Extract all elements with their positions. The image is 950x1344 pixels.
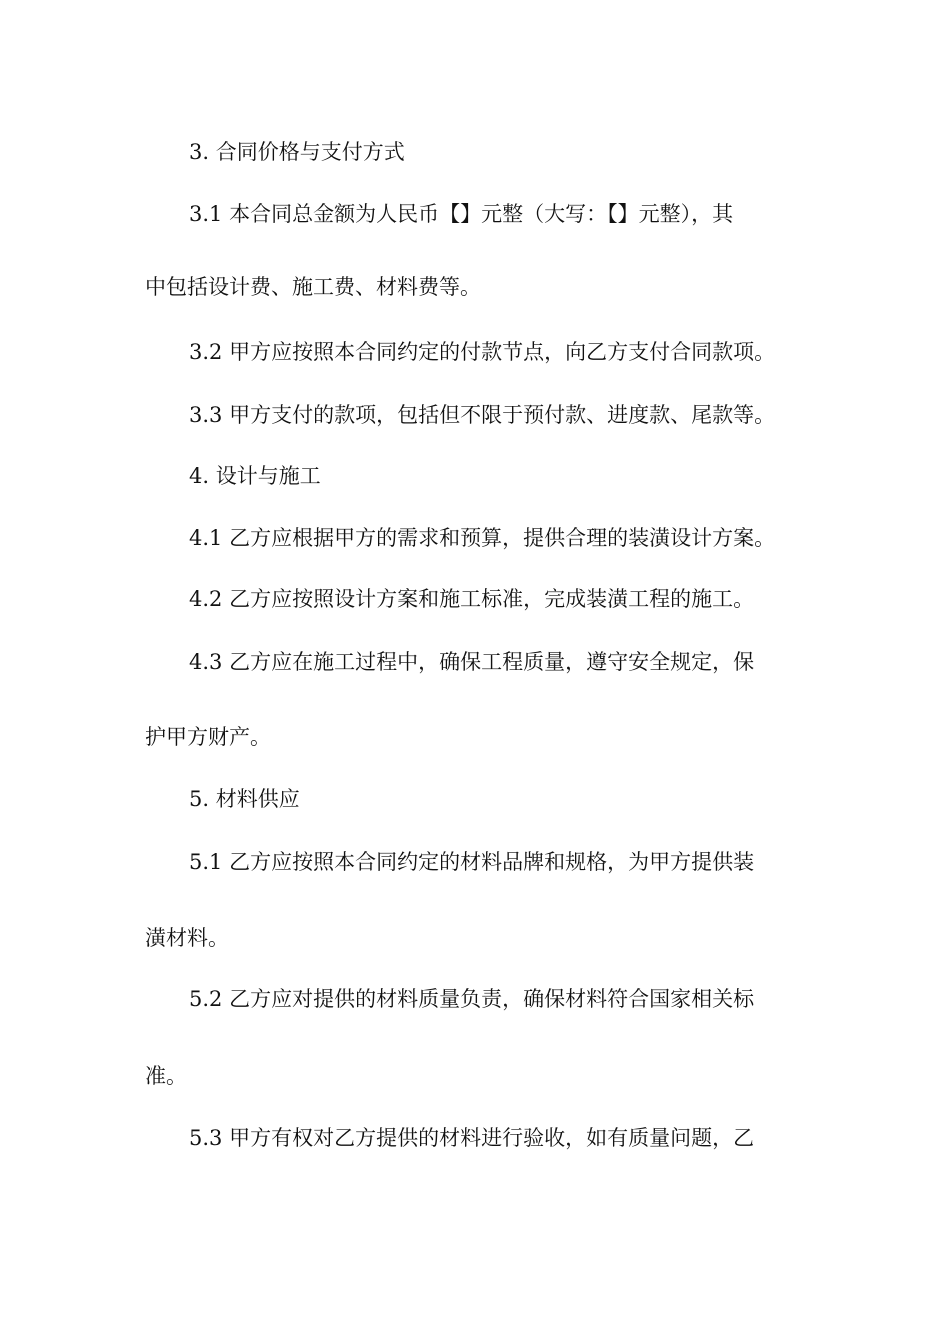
clause-5-1: 5.1 乙方应按照本合同约定的材料品牌和规格，为甲方提供装 bbox=[189, 850, 755, 874]
clause-5-1-continued: 潢材料。 bbox=[145, 926, 229, 950]
clause-4-1: 4.1 乙方应根据甲方的需求和预算，提供合理的装潢设计方案。 bbox=[189, 526, 776, 550]
clause-3-2: 3.2 甲方应按照本合同约定的付款节点，向乙方支付合同款项。 bbox=[189, 340, 776, 364]
clause-3-3: 3.3 甲方支付的款项，包括但不限于预付款、进度款、尾款等。 bbox=[189, 403, 776, 427]
clause-4-2: 4.2 乙方应按照设计方案和施工标准，完成装潢工程的施工。 bbox=[189, 587, 755, 611]
clause-5-3: 5.3 甲方有权对乙方提供的材料进行验收，如有质量问题，乙 bbox=[189, 1126, 755, 1150]
clause-3-1: 3.1 本合同总金额为人民币【】元整（大写：【】元整），其 bbox=[189, 202, 734, 226]
clause-4-3-continued: 护甲方财产。 bbox=[145, 725, 271, 749]
clause-5-2: 5.2 乙方应对提供的材料质量负责，确保材料符合国家相关标 bbox=[189, 987, 755, 1011]
section-heading-4: 4. 设计与施工 bbox=[189, 464, 321, 488]
clause-5-2-continued: 准。 bbox=[145, 1064, 187, 1088]
section-heading-3: 3. 合同价格与支付方式 bbox=[189, 140, 405, 164]
clause-4-3: 4.3 乙方应在施工过程中，确保工程质量，遵守安全规定，保 bbox=[189, 650, 755, 674]
section-heading-5: 5. 材料供应 bbox=[189, 787, 300, 811]
clause-3-1-continued: 中包括设计费、施工费、材料费等。 bbox=[145, 275, 481, 299]
